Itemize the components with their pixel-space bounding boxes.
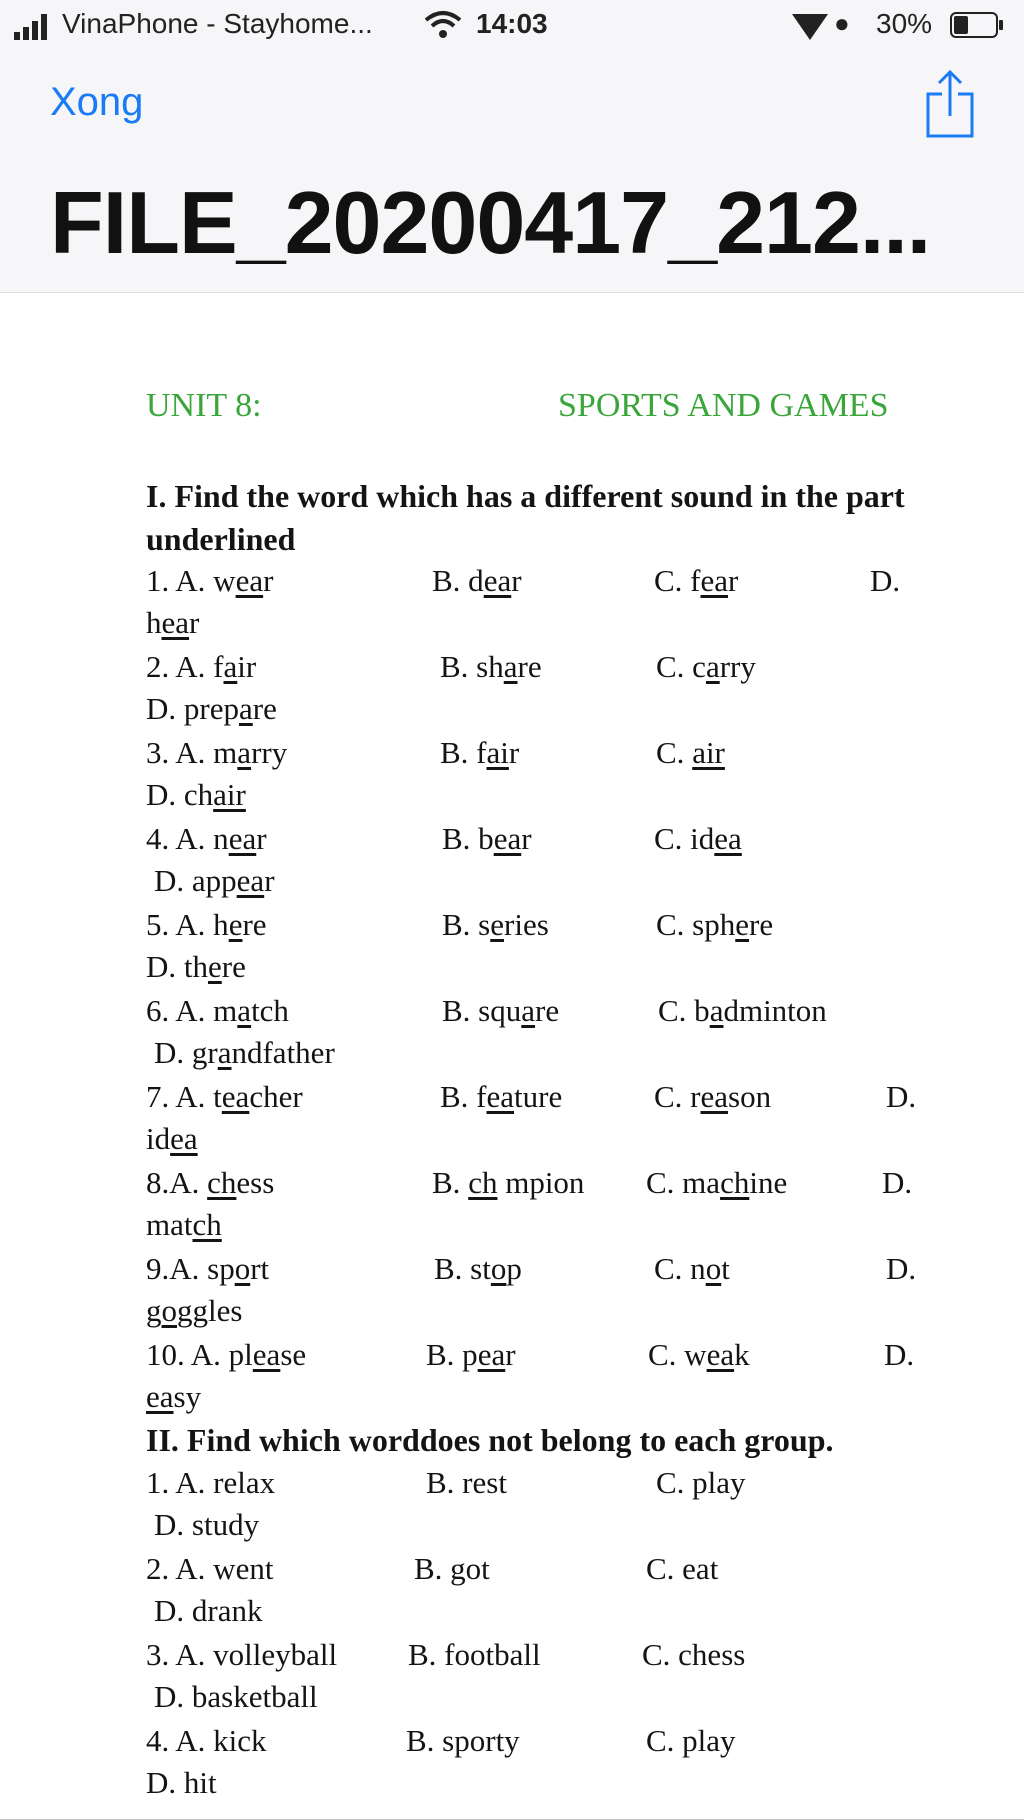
q7-option-c: C. reason bbox=[654, 1079, 772, 1114]
s2-q1-option-a: 1. A. relax bbox=[146, 1465, 276, 1500]
s2-q1-option-d: D. study bbox=[154, 1507, 260, 1542]
viewer-header bbox=[0, 0, 1024, 293]
s2-q2-option-b: B. got bbox=[414, 1551, 490, 1586]
battery-icon bbox=[950, 12, 1004, 38]
q10-option-d-word: easy bbox=[146, 1379, 202, 1414]
q5-option-c: C. sphere bbox=[656, 907, 774, 942]
s2-q4-option-a: 4. A. kick bbox=[146, 1723, 267, 1758]
s2-q3-option-d: D. basketball bbox=[154, 1679, 318, 1714]
s2-q3-option-c: C. chess bbox=[642, 1637, 746, 1672]
s2-q4-option-d: D. hit bbox=[146, 1765, 217, 1800]
q9-option-d-letter: D. bbox=[886, 1251, 917, 1286]
carrier-name: VinaPhone - Stayhome... bbox=[62, 8, 373, 39]
s2-q2-option-c: C. eat bbox=[646, 1551, 719, 1586]
s2-q4-option-b: B. sporty bbox=[406, 1723, 520, 1758]
section-2-heading: II. Find which worddoes not belong to each group. bbox=[146, 1422, 834, 1458]
q2-option-d: D. prepare bbox=[146, 691, 277, 726]
wifi-icon bbox=[424, 10, 462, 40]
q5-option-b: B. series bbox=[442, 907, 549, 942]
battery-percent: 30% bbox=[876, 8, 933, 39]
q1-option-c: C. fear bbox=[654, 563, 739, 598]
q5-option-a: 5. A. here bbox=[146, 907, 267, 942]
unit-topic: SPORTS AND GAMES bbox=[558, 387, 889, 424]
q9-option-a: 9.A. sport bbox=[146, 1251, 270, 1286]
q3-option-c: C. air bbox=[656, 735, 725, 770]
unit-label: UNIT 8: bbox=[146, 387, 262, 424]
q7-option-d-letter: D. bbox=[886, 1079, 917, 1114]
q3-option-b: B. fair bbox=[440, 735, 520, 770]
q10-option-d-letter: D. bbox=[884, 1337, 915, 1372]
cellular-data-icon bbox=[790, 12, 830, 42]
q4-option-b: B. bear bbox=[442, 821, 532, 856]
q10-option-b: B. pear bbox=[426, 1337, 516, 1372]
q2-option-b: B. share bbox=[440, 649, 542, 684]
file-title: FILE_20200417_212... bbox=[50, 173, 931, 272]
s2-q2-option-a: 2. A. went bbox=[146, 1551, 274, 1586]
s2-q1-option-b: B. rest bbox=[426, 1465, 507, 1500]
section-1-heading: I. Find the word which has a different sound in the part underlined bbox=[146, 478, 905, 557]
q7-option-a: 7. A. teacher bbox=[146, 1079, 303, 1114]
q2-option-c: C. carry bbox=[656, 649, 756, 684]
q8-option-b: B. ch mpion bbox=[432, 1165, 585, 1200]
done-button[interactable]: Xong bbox=[50, 80, 144, 124]
q3-option-a: 3. A. marry bbox=[146, 735, 288, 770]
s2-q3-option-a: 3. A. volleyball bbox=[146, 1637, 338, 1672]
q6-option-b: B. square bbox=[442, 993, 560, 1028]
q7-option-b: B. feature bbox=[440, 1079, 563, 1114]
status-bar bbox=[0, 0, 1024, 52]
s2-q4-option-c: C. play bbox=[646, 1723, 736, 1758]
q9-option-b: B. stop bbox=[434, 1251, 522, 1286]
rotation-lock-icon: ● bbox=[834, 8, 850, 38]
q10-option-a: 10. A. please bbox=[146, 1337, 307, 1372]
q4-option-c: C. idea bbox=[654, 821, 742, 856]
q5-option-d: D. there bbox=[146, 949, 246, 984]
q9-option-c: C. not bbox=[654, 1251, 730, 1286]
status-time: 14:03 bbox=[476, 8, 548, 39]
q8-option-c: C. machine bbox=[646, 1165, 788, 1200]
q6-option-d: D. grandfather bbox=[154, 1035, 335, 1070]
q8-option-d-letter: D. bbox=[882, 1165, 913, 1200]
q8-option-d-word: match bbox=[146, 1207, 222, 1242]
q6-option-a: 6. A. match bbox=[146, 993, 289, 1028]
q3-option-d: D. chair bbox=[146, 777, 246, 812]
s2-q1-option-c: C. play bbox=[656, 1465, 746, 1500]
q10-option-c: C. weak bbox=[648, 1337, 750, 1372]
s2-q3-option-b: B. football bbox=[408, 1637, 541, 1672]
q1-option-d-letter: D. bbox=[870, 563, 901, 598]
q7-option-d-word: idea bbox=[146, 1121, 198, 1156]
share-icon[interactable] bbox=[924, 68, 976, 140]
q1-option-d-word: hear bbox=[146, 605, 200, 640]
q4-option-d: D. appear bbox=[154, 863, 275, 898]
document-page[interactable] bbox=[0, 293, 1024, 1820]
q2-option-a: 2. A. fair bbox=[146, 649, 257, 684]
q9-option-d-word: goggles bbox=[146, 1293, 243, 1328]
q1-option-b: B. dear bbox=[432, 563, 522, 598]
s2-q2-option-d: D. drank bbox=[154, 1593, 263, 1628]
q1-option-a: 1. A. wear bbox=[146, 563, 274, 598]
q6-option-c: C. badminton bbox=[658, 993, 827, 1028]
q8-option-a: 8.A. chess bbox=[146, 1165, 275, 1200]
q4-option-a: 4. A. near bbox=[146, 821, 267, 856]
signal-strength-icon bbox=[14, 14, 54, 40]
